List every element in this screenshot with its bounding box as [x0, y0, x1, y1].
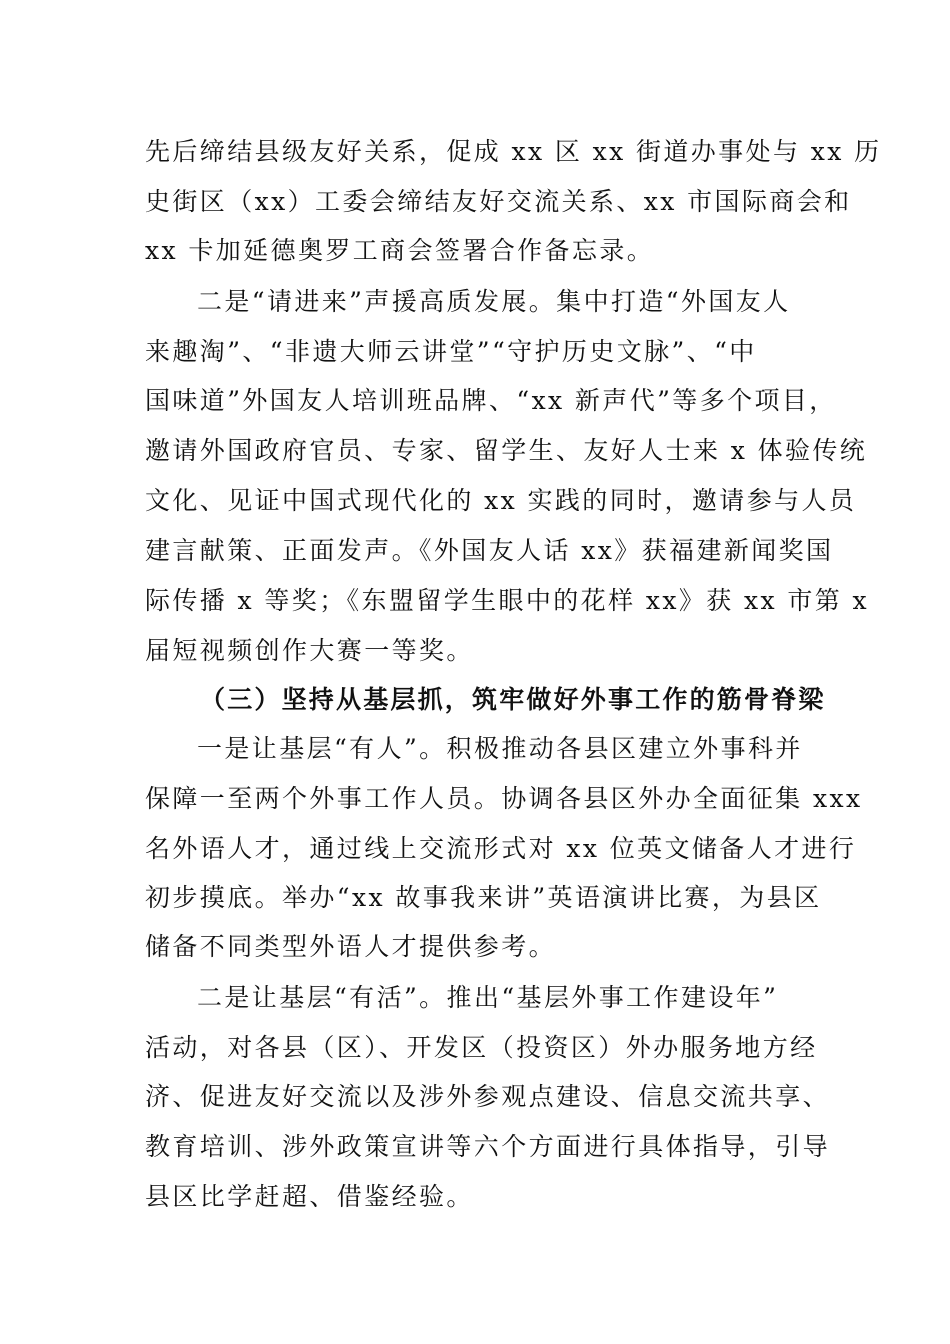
paragraph-2-line-8: 届短视频创作大赛一等奖。	[145, 636, 474, 665]
paragraph-1-line-2: 史街区（xx）工委会缔结友好交流关系、xx 市国际商会和	[145, 187, 852, 216]
paragraph-1-line-3: xx 卡加延德奥罗工商会签署合作备忘录。	[145, 236, 655, 265]
paragraph-2-line-3: 国味道”外国友人培训班品牌、“xx 新声代”等多个项目，	[145, 386, 837, 415]
paragraph-4-line-1: 二是让基层“有活”。推出“基层外事工作建设年”	[197, 983, 779, 1012]
paragraph-3-line-4: 初步摸底。举办“xx 故事我来讲”英语演讲比赛，为县区	[145, 883, 822, 912]
paragraph-3-line-1: 一是让基层“有人”。积极推动各县区建立外事科并	[197, 734, 803, 763]
paragraph-2-line-5: 文化、见证中国式现代化的 xx 实践的同时，邀请参与人员	[145, 486, 857, 515]
paragraph-4-line-4: 教育培训、涉外政策宣讲等六个方面进行具体指导，引导	[145, 1132, 831, 1161]
paragraph-3-line-2: 保障一至两个外事工作人员。协调各县区外办全面征集 xxx	[145, 784, 863, 813]
paragraph-4-line-3: 济、促进友好交流以及涉外参观点建设、信息交流共享、	[145, 1082, 831, 1111]
paragraph-4-line-2: 活动，对各县（区）、开发区（投资区）外办服务地方经	[145, 1033, 818, 1062]
paragraph-3-line-3: 名外语人才，通过线上交流形式对 xx 位英文储备人才进行	[145, 834, 857, 863]
paragraph-2-line-2: 来趣淘”、“非遗大师云讲堂”“守护历史文脉”、“中	[145, 337, 757, 366]
paragraph-4-line-5: 县区比学赶超、借鉴经验。	[145, 1182, 474, 1211]
paragraph-1-line-1: 先后缔结县级友好关系，促成 xx 区 xx 街道办事处与 xx 历	[145, 137, 882, 166]
paragraph-3-line-5: 储备不同类型外语人才提供参考。	[145, 932, 557, 961]
paragraph-2-line-6: 建言献策、正面发声。《外国友人话 xx》获福建新闻奖国	[145, 536, 834, 565]
paragraph-2-line-7: 际传播 x 等奖；《东盟留学生眼中的花样 xx》获 xx 市第 x	[145, 586, 869, 615]
section-heading: （三）坚持从基层抓，筑牢做好外事工作的筋骨脊梁	[200, 685, 826, 714]
paragraph-2-line-1: 二是“请进来”声援高质发展。集中打造“外国友人	[197, 287, 791, 316]
paragraph-2-line-4: 邀请外国政府官员、专家、留学生、友好人士来 x 体验传统	[145, 436, 868, 465]
